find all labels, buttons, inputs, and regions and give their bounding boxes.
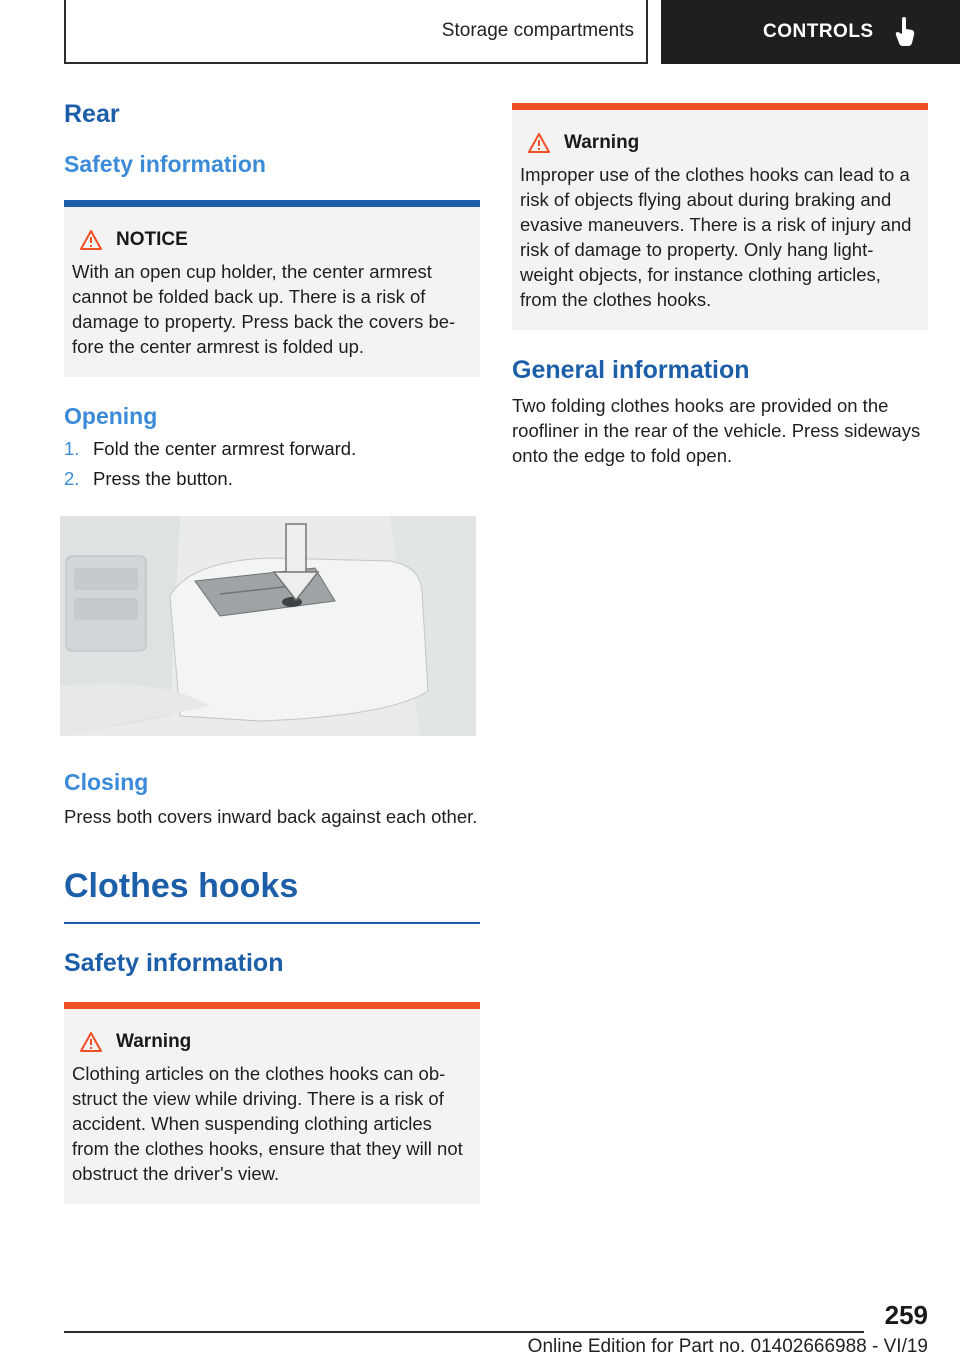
general-information-body: Two folding clothes hooks are provided on the roofliner in the rear of the vehicle. Press sideways onto the edge to fold open. — [512, 395, 921, 466]
warning-triangle-icon — [528, 133, 550, 153]
closing-body: Press both covers inward back against each other. — [64, 806, 478, 827]
notice-title-row — [80, 229, 472, 251]
section-divider — [64, 922, 480, 924]
left-column — [64, 100, 480, 1204]
warning-title-row — [528, 132, 920, 154]
step-number: 1. — [64, 438, 80, 459]
footer-divider — [64, 1331, 864, 1333]
clothes-hooks-heading: Clothes hooks — [64, 867, 299, 905]
opening-heading: Opening — [64, 403, 158, 429]
right-column — [512, 103, 928, 468]
notice-body: With an open cup holder, the center armrest cannot be folded back up. There is a risk of damage to property. Press back the covers before the center armrest is folded up. — [72, 261, 456, 357]
edition-note: Online Edition for Part no. 01402666988 - VI/19 — [527, 1336, 928, 1357]
closing-heading: Closing — [64, 769, 149, 795]
warning-title-row — [80, 1031, 472, 1053]
warning-box — [512, 103, 928, 330]
warning-body: Clothing articles on the clothes hooks can obstruct the view while driving. There is a risk of accident. When suspending clothing articles from the clothes hooks, ensure that they will not obstruct the driver's view. — [72, 1063, 463, 1184]
safety-information-heading-2: Safety information — [64, 949, 284, 977]
hand-pointer-icon — [894, 17, 916, 47]
warning-triangle-icon — [80, 230, 102, 250]
rear-heading: Rear — [64, 100, 120, 128]
safety-information-heading: Safety information — [64, 151, 266, 177]
step-number: 2. — [64, 468, 80, 489]
header-section-title-box — [64, 0, 648, 64]
section-title: Storage compartments — [441, 20, 634, 41]
general-information-heading: General information — [512, 356, 750, 384]
warning-title: Warning — [564, 132, 640, 153]
warning-box — [64, 1002, 480, 1204]
page-number: 259 — [884, 1300, 928, 1330]
warning-body: Improper use of the clothes hooks can lead to a risk of objects flying about during braking and evasive maneuvers. There is a risk of injury and risk of damage to property. Only hang lightweight objects, for instance clothing articles, from the clothes hooks. — [520, 164, 912, 310]
armrest-illustration — [60, 516, 476, 736]
list-item — [64, 436, 480, 461]
chapter-title: CONTROLS — [763, 21, 874, 42]
warning-title: Warning — [116, 1031, 192, 1052]
step-text: Press the button. — [93, 468, 233, 489]
opening-steps — [64, 436, 480, 491]
warning-triangle-icon — [80, 1032, 102, 1052]
step-text: Fold the center armrest forward. — [93, 438, 357, 459]
notice-box — [64, 200, 480, 377]
list-item — [64, 466, 480, 491]
notice-title: NOTICE — [116, 229, 188, 250]
header-chapter-tab — [661, 0, 960, 64]
